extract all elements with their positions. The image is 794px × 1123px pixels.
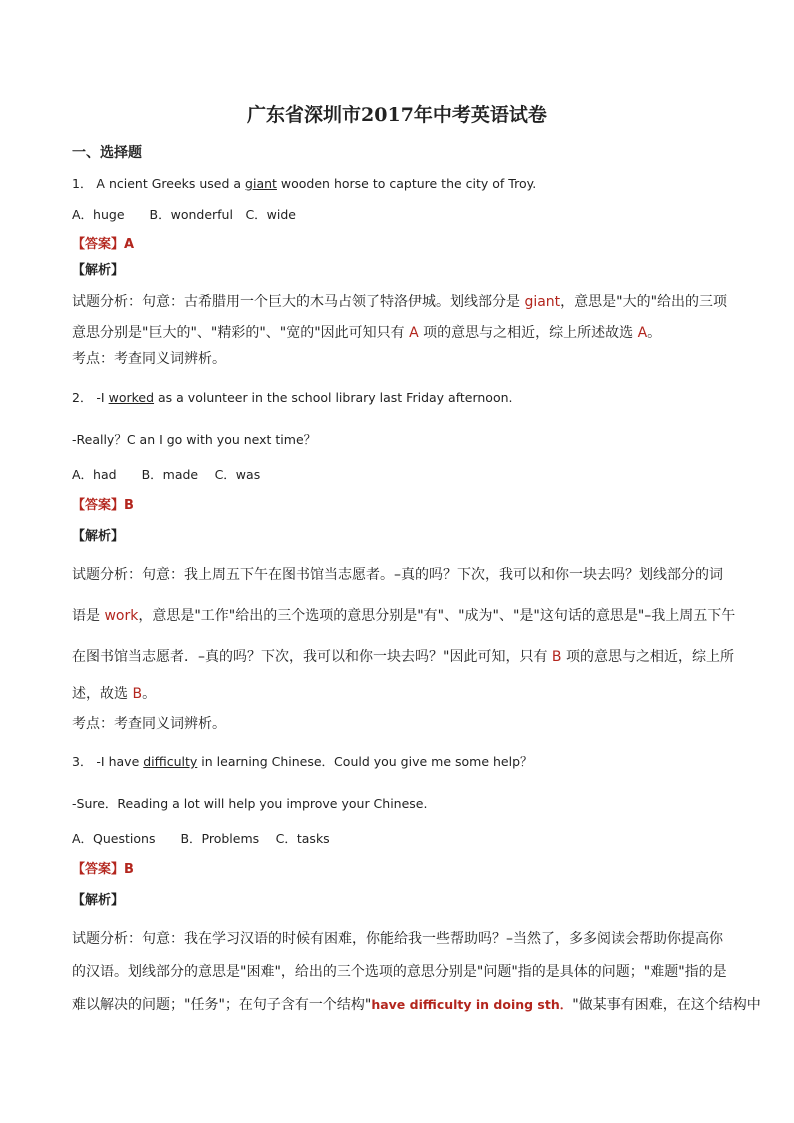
topic-point: 考点：考查同义词辨析。 [72, 351, 226, 367]
question-1: 1． A ncient Greeks used a giant wooden horse to capture the city of Troy. [72, 176, 537, 191]
answer-value: B [124, 862, 134, 877]
underlined-word: difficulty [143, 754, 198, 769]
analysis-text: 的汉语。划线部分的意思是"困难"，给出的三个选项的意思分别是"问题"指的是具体的问题；"难题"指的是 [72, 964, 727, 980]
section-heading: 一、选择题 [72, 145, 142, 161]
analysis-label: 【解析】 [72, 529, 125, 544]
answer-value: A [124, 237, 135, 252]
analysis-text: 意思分别是"巨大的"、"精彩的"、"宽的"因此可知只有 A 项的意思与之相近，综上所述故选 A。 [72, 325, 662, 341]
analysis-label: 【解析】 [72, 893, 125, 908]
question-3-reply: -Sure．Reading a lot will help you improve your Chinese. [72, 796, 428, 811]
analysis-text: 述，故选 B。 [72, 686, 157, 702]
answer-row: 【答案】A [72, 237, 135, 252]
question-1-options: A．huge B．wonderful C．wide [72, 207, 296, 222]
answer-value: B [124, 498, 134, 513]
analysis-text: 难以解决的问题；"任务"；在句子含有一个结构"have difficulty in doing sth．"做某事有困难，在这个结构中 [72, 997, 761, 1013]
question-3-options: A．Questions B．Problems C．tasks [72, 831, 330, 846]
page-title: 广东省深圳市2017年中考英语试卷 [247, 104, 547, 126]
analysis-text: 试题分析：句意：我在学习汉语的时候有困难，你能给我一些帮助吗？–当然了，多多阅读会帮助你提高你 [72, 931, 723, 947]
analysis-text: 在图书馆当志愿者．–真的吗？下次，我可以和你一块去吗？"因此可知，只有 B 项的意思与之相近，综上所 [72, 649, 734, 665]
underlined-word: worked [108, 390, 155, 405]
analysis-text: 语是 work，意思是"工作"给出的三个选项的意思分别是"有"、"成为"、"是"这句话的意思是"–我上周五下午 [72, 608, 736, 624]
answer-row: 【答案】B [72, 498, 134, 513]
analysis-label: 【解析】 [72, 263, 125, 278]
question-3: 3． -I have difficulty in learning Chinese．Could you give me some help？ [72, 754, 533, 769]
question-2: 2． -I worked as a volunteer in the school library last Friday afternoon. [72, 390, 513, 405]
question-2-options: A．had B．made C．was [72, 467, 261, 482]
analysis-text: 试题分析：句意：我上周五下午在图书馆当志愿者。–真的吗？下次，我可以和你一块去吗？划线部分的词 [72, 567, 723, 583]
analysis-text: 试题分析：句意：古希腊用一个巨大的木马占领了特洛伊城。划线部分是 giant，意思是"大的"给出的三项 [72, 294, 728, 310]
underlined-word: giant [245, 176, 277, 191]
question-2-reply: -Really？C an I go with you next time？ [72, 432, 317, 447]
topic-point: 考点：考查同义词辨析。 [72, 716, 226, 732]
answer-row: 【答案】B [72, 862, 134, 877]
